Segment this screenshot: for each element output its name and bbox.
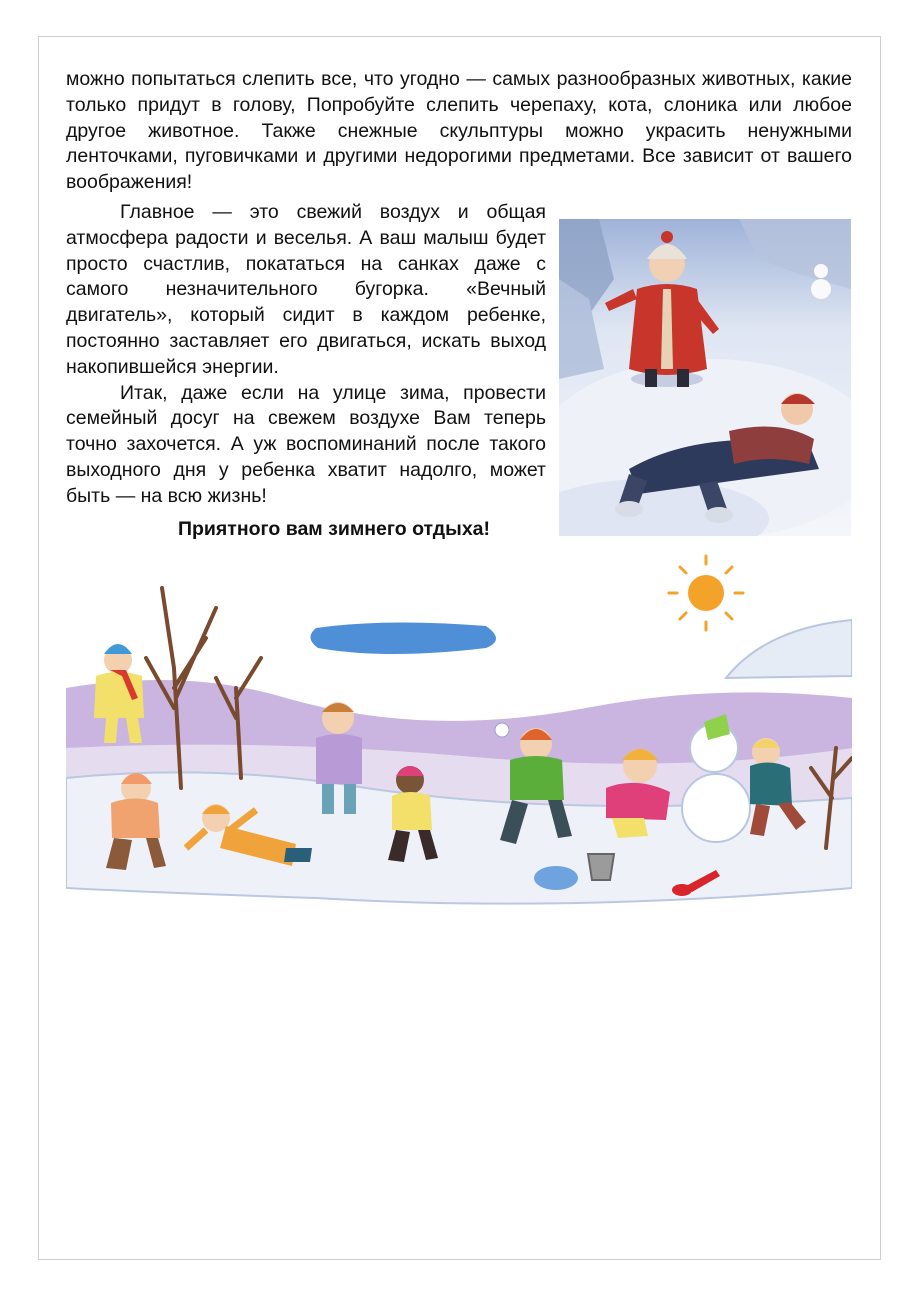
winter-play-illustration (66, 548, 852, 918)
side-text-column (66, 200, 546, 510)
intro-text: можно попытаться слепить все, что угодно — самых разнообразных животных, какие только придут в голову, Попробуйте слепить черепаху, кота, слоника или любое другое животное. Также снежные скульптуры можно украсить ненужными ленточками, пуговичками и другими недорогими предметами. Все зависит от вашего воображения! (66, 68, 852, 194)
closing-line: Приятного вам зимнего отдыха! (178, 518, 490, 540)
paragraph-winter-leisure: Итак, даже если на улице зима, провести семейный досуг на свежем воздухе Вам теперь точно захочется. А уж воспоминаний после такого выходного дня у ребенка хватит надолго, может быть — на всю жизнь! (66, 381, 546, 507)
sun-icon (669, 556, 743, 630)
intro-paragraph (66, 67, 852, 196)
winter-kids-painting (559, 219, 851, 536)
paragraph-fresh-air: Главное — это свежий воздух и общая атмосфера радости и веселья. А ваш малыш будет просто счастлив, покататься на санках даже с самого незначительного бугорка. «Вечный двигатель», который сидит в каждом ребенке, постоянно заставляет его двигаться, искать выход накопившейся энергии. (66, 201, 546, 378)
